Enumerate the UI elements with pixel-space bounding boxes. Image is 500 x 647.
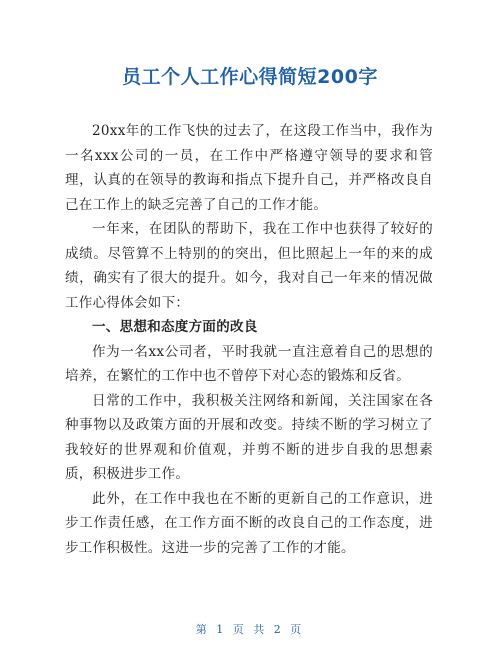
paragraph-thought: 作为一名xx公司者，平时我就一直注意着自己的思想的培养，在繁忙的工作中也不曾停下对心态的锻炼和反省。 (65, 343, 433, 384)
paragraph-year-summary: 一年来，在团队的帮助下，我在工作中也获得了较好的成绩。尽管算不上特别的的突出，但比照起上一年的来的成绩，确实有了很大的提升。如今，我对自己一年来的情况做工作心得体会如下： (65, 221, 433, 311)
paragraph-intro: 20xx年的工作飞快的过去了，在这段工作当中，我作为一名xxx公司的一员，在工作中严格遵守领导的要求和管理，认真的在领导的教诲和指点下提升自己，并严格改良自己在工作上的缺乏完善了自己的工作才能。 (65, 123, 433, 213)
document-body (65, 119, 433, 560)
paragraph-furthermore: 此外，在工作中我也在不断的更新自己的工作意识，进步工作责任感，在工作方面不断的改良自己的工作态度，进步工作积极性。这进一步的完善了工作的才能。 (65, 490, 433, 556)
page-number-footer: 第 1 页 共 2 页 (195, 623, 305, 636)
document-title: 员工个人工作心得简短200字 (122, 66, 378, 88)
paragraph-daily-work: 日常的工作中，我积极关注网络和新闻，关注国家在各种事物以及政策方面的开展和改变。持续不断的学习树立了我较好的世界观和价值观，并剪不断的进步自我的思想素质，积极进步工作。 (65, 392, 433, 482)
section-heading: 一、思想和态度方面的改良 (92, 319, 258, 335)
